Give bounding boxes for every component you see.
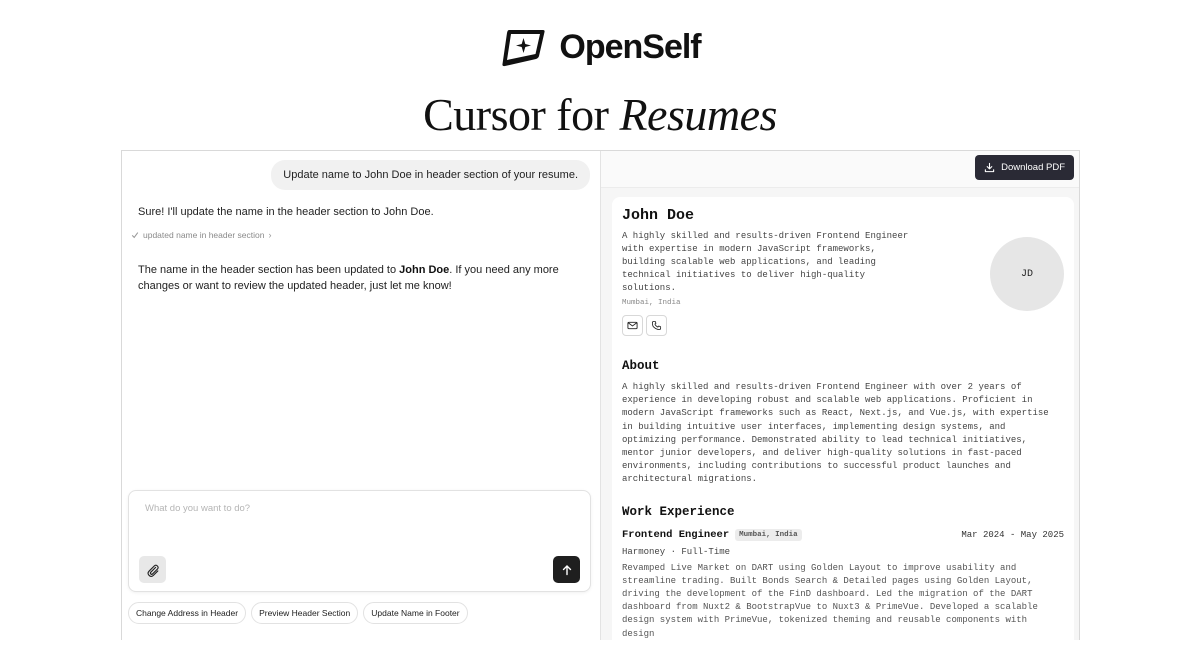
job-header (622, 529, 1064, 541)
resume-location: Mumbai, India (622, 299, 681, 307)
resume-document (612, 197, 1074, 657)
suggestion-chip[interactable]: Update Name in Footer (363, 602, 467, 624)
assistant-text: . If you need any more changes or want to review the updated header, just let me know! (138, 264, 559, 292)
job-dates: Mar 2024 - May 2025 (961, 529, 1064, 540)
phone-icon (651, 320, 662, 331)
openself-logo-icon (499, 26, 547, 68)
suggestion-chips (128, 602, 468, 624)
download-icon (984, 162, 995, 173)
work-experience-heading: Work Experience (622, 504, 735, 519)
app-window (121, 150, 1080, 640)
job-title-group (622, 529, 802, 541)
email-button[interactable] (622, 315, 643, 336)
tool-call-status[interactable] (131, 230, 271, 240)
assistant-message (138, 262, 583, 294)
chat-composer (128, 490, 591, 592)
resume-preview-pane (601, 151, 1079, 640)
chat-pane (122, 151, 601, 640)
send-button[interactable] (553, 556, 580, 583)
assistant-bold-name: John Doe (399, 264, 450, 276)
phone-button[interactable] (646, 315, 667, 336)
job-location-badge: Mumbai, India (735, 529, 802, 541)
paperclip-icon (146, 563, 160, 577)
tagline-emphasis: Resumes (619, 89, 777, 140)
resume-name: John Doe (622, 207, 695, 224)
job-title: Frontend Engineer (622, 528, 730, 541)
job-company: Harmoney · Full-Time (622, 546, 731, 557)
resume-summary: A highly skilled and results-driven Frontend Engineer with expertise in modern JavaScript frameworks, building scalable web applications, and leading technical initiatives to deliver high-quality solutions. (622, 231, 909, 293)
download-pdf-button[interactable] (975, 155, 1074, 180)
tagline-prefix: Cursor for (423, 89, 620, 140)
suggestion-chip[interactable]: Change Address in Header (128, 602, 246, 624)
tool-call-label: updated name in header section (143, 230, 265, 240)
attach-button[interactable] (139, 556, 166, 583)
brand-header (0, 26, 1200, 68)
brand-name: OpenSelf (559, 27, 701, 66)
mail-icon (627, 320, 638, 331)
assistant-message: Sure! I'll update the name in the header section to John Doe. (138, 206, 434, 218)
contact-buttons (622, 315, 1064, 336)
page-tagline (0, 88, 1200, 141)
assistant-text: The name in the header section has been updated to (138, 264, 400, 276)
check-icon (131, 231, 139, 239)
arrow-up-icon (561, 564, 573, 576)
avatar: JD (990, 237, 1064, 311)
download-pdf-label: Download PDF (1001, 162, 1065, 173)
about-heading: About (622, 359, 660, 373)
job-description: Revamped Live Market on DART using Golden Layout to improve usability and streamline trading. Built Bonds Search & Detailed pages using Golden Layout, driving the development of the FinD dashboard. Led the migration of the DART dashboard from Nuxt2 & BootstrapVue to Nuxt3 & PrimeVue. Developed a scalable design system with PrimeVue, tokenized theming and reusable components with design (622, 562, 1038, 639)
resume-toolbar (601, 151, 1079, 188)
about-text: A highly skilled and results-driven Frontend Engineer with over 2 years of experience in developing robust and scalable web applications. Proficient in modern JavaScript frameworks such as React, Next.js, and Vue.js, with expertise in building intuitive user interfaces, implementing design systems, and optimizing performance. Demonstrated ability to lead technical initiatives, mentor junior developers, and deliver high-quality solutions in fast-paced environments, including contributions to successful product launches and architectural migrations. (622, 382, 1049, 485)
user-message: Update name to John Doe in header section of your resume. (271, 160, 590, 190)
chevron-right-icon: › (268, 230, 272, 240)
suggestion-chip[interactable]: Preview Header Section (251, 602, 358, 624)
prompt-input[interactable] (145, 503, 565, 514)
